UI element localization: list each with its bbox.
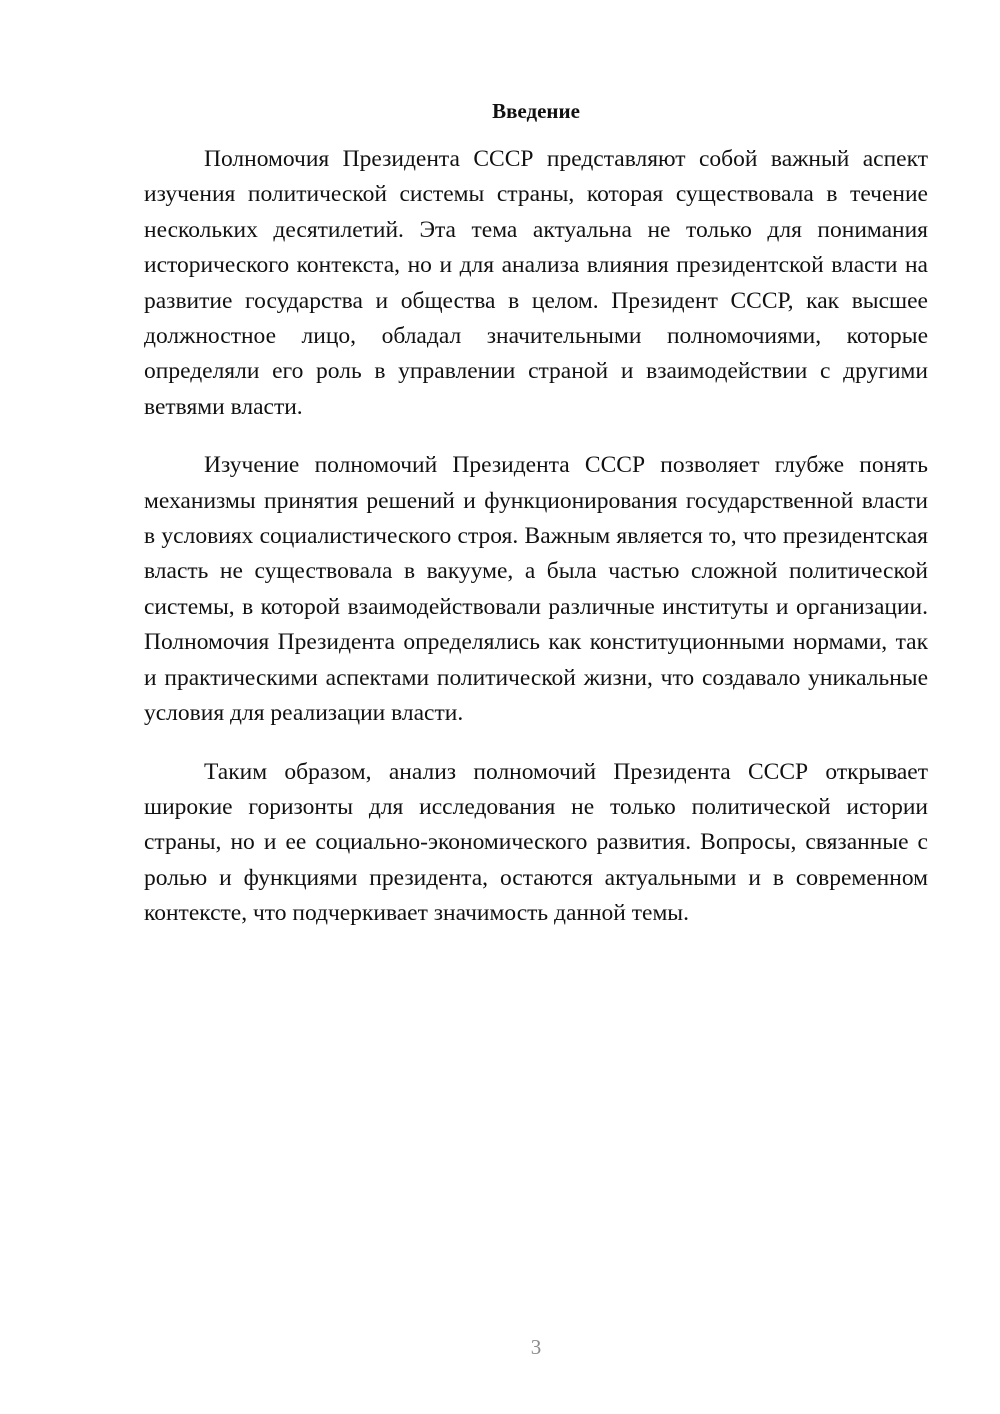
page-number: 3: [530, 1335, 542, 1359]
section-heading: Введение: [492, 99, 580, 123]
paragraph-1: Полномочия Президента СССР представляют собой важный аспект изучения политической системы страны, которая существовала в течение нескольких десятилетий. Эта тема актуальна не только для понимания исторического контекста, но и для анализа влияния президентской власти на развитие государства и общества в целом. Президент СССР, как высшее должностное лицо, обладал значительными полномочиями, которые определяли его роль в управлении страной и взаимодействии с другими ветвями власти.: [144, 146, 928, 420]
body-text: [144, 142, 928, 955]
paragraph-2: Изучение полномочий Президента СССР позволяет глубже понять механизмы принятия решений и функционирования государственной власти в условиях социалистического строя. Важным является то, что президентская власть не существовала в вакууме, а была частью сложной политической системы, в которой взаимодействовали различные институты и организации. Полномочия Президента определялись как конституционными нормами, так и практическими аспектами политической жизни, что создавало уникальные условия для реализации власти.: [144, 452, 928, 727]
paragraph-3: Таким образом, анализ полномочий Президента СССР открывает широкие горизонты для исследования не только политической истории страны, но и ее социально-экономического развития. Вопросы, связанные с ролью и функциями президента, остаются актуальными и в современном контексте, что подчеркивает значимость данной темы.: [144, 758, 928, 927]
